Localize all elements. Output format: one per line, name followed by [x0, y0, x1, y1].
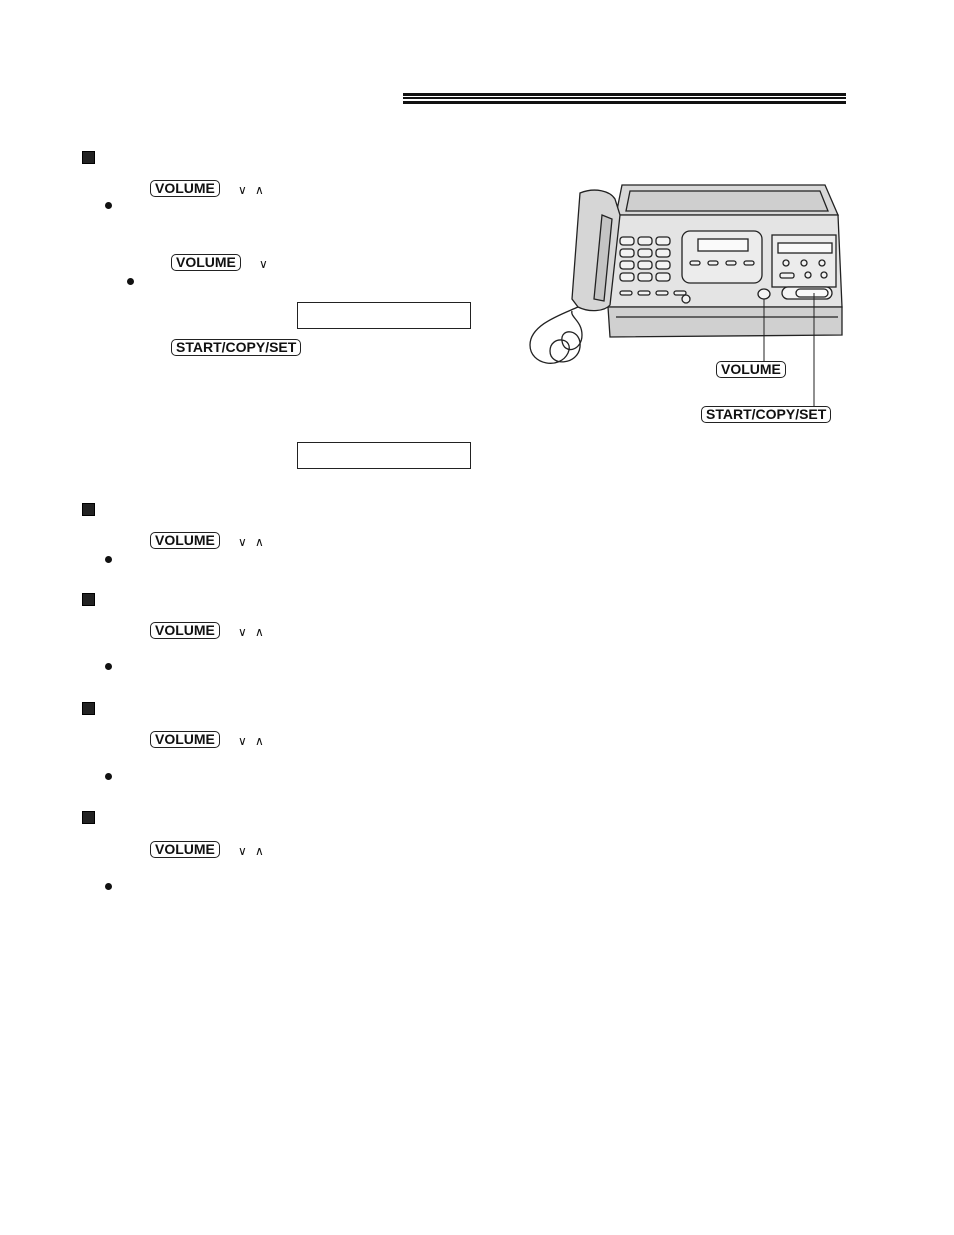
display-box-1	[297, 302, 471, 329]
bullet-5	[105, 883, 112, 890]
bullet-4	[105, 773, 112, 780]
up-arrow-2: ∧	[255, 535, 264, 549]
start-copy-set-callout-label: START/COPY/SET	[701, 406, 831, 423]
volume-key-2: VOLUME	[150, 532, 220, 549]
volume-key-1: VOLUME	[150, 180, 220, 197]
start-copy-set-key: START/COPY/SET	[171, 339, 301, 356]
volume-key-3: VOLUME	[150, 622, 220, 639]
section-1-marker	[82, 151, 95, 164]
section-4-marker	[82, 702, 95, 715]
bullet-1b	[127, 278, 134, 285]
header-rule-top	[403, 93, 846, 96]
header-rule-middle	[403, 97, 846, 99]
bullet-2	[105, 556, 112, 563]
down-arrow-2: ∨	[238, 535, 247, 549]
display-box-2	[297, 442, 471, 469]
header-rule-bottom	[403, 101, 846, 104]
volume-key-1b: VOLUME	[171, 254, 241, 271]
volume-callout-label: VOLUME	[716, 361, 786, 378]
volume-key-5: VOLUME	[150, 841, 220, 858]
down-arrow-5: ∨	[238, 844, 247, 858]
up-arrow-1: ∧	[255, 183, 264, 197]
section-2-marker	[82, 503, 95, 516]
up-arrow-4: ∧	[255, 734, 264, 748]
section-5-marker	[82, 811, 95, 824]
down-arrow-1: ∨	[238, 183, 247, 197]
down-arrow-1b: ∨	[259, 257, 268, 271]
down-arrow-3: ∨	[238, 625, 247, 639]
fax-machine-illustration	[520, 175, 860, 435]
up-arrow-3: ∧	[255, 625, 264, 639]
down-arrow-4: ∨	[238, 734, 247, 748]
bullet-1	[105, 202, 112, 209]
volume-key-4: VOLUME	[150, 731, 220, 748]
bullet-3	[105, 663, 112, 670]
up-arrow-5: ∧	[255, 844, 264, 858]
section-3-marker	[82, 593, 95, 606]
